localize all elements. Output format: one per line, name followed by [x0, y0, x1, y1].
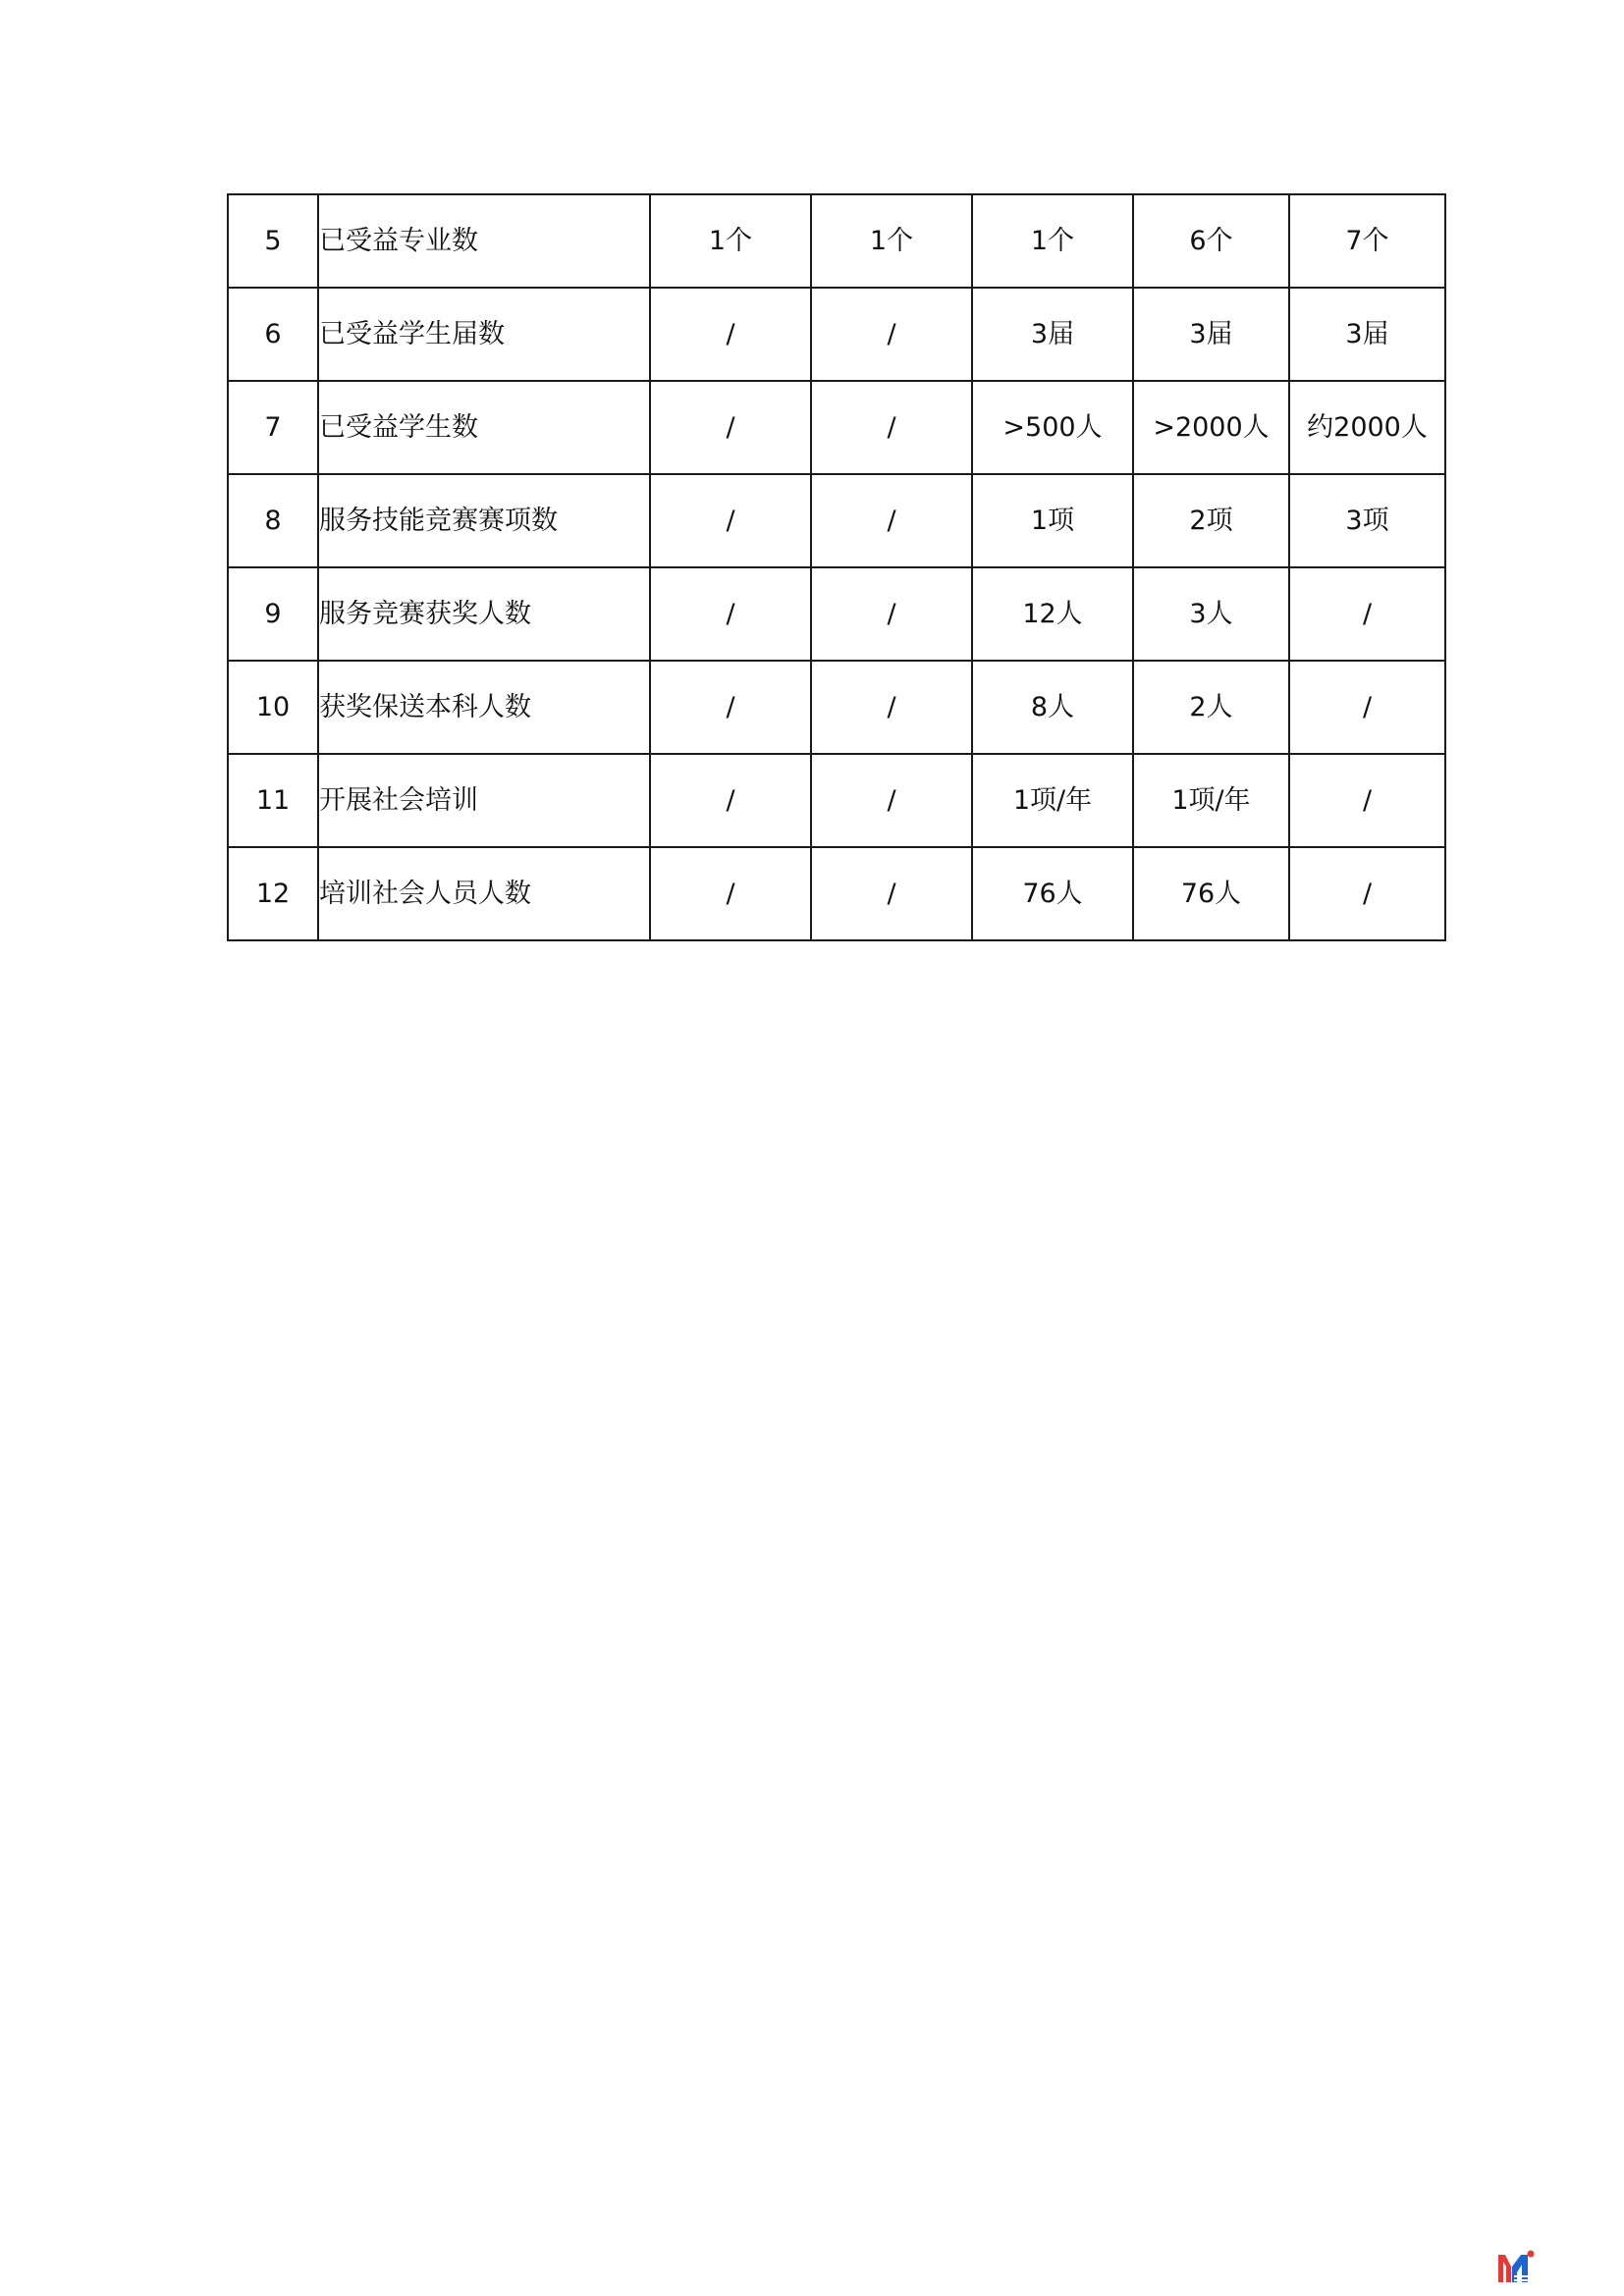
table-row — [228, 381, 1445, 474]
value-cell: / — [811, 381, 972, 474]
row-number-cell: 12 — [228, 847, 318, 940]
table-body — [228, 194, 1445, 940]
value-cell: / — [650, 381, 811, 474]
item-name-cell: 服务竞赛获奖人数 — [318, 567, 650, 661]
item-name-cell: 已受益学生数 — [318, 381, 650, 474]
table-row — [228, 194, 1445, 288]
value-cell: / — [811, 661, 972, 754]
value-cell: / — [650, 754, 811, 847]
row-number-cell: 6 — [228, 288, 318, 381]
value-cell: / — [1289, 567, 1445, 661]
table-row — [228, 288, 1445, 381]
row-number-cell: 10 — [228, 661, 318, 754]
value-cell: 1项 — [972, 474, 1133, 567]
value-cell: 1项/年 — [1133, 754, 1289, 847]
value-cell: 76人 — [1133, 847, 1289, 940]
value-cell: / — [811, 567, 972, 661]
value-cell: / — [811, 847, 972, 940]
value-cell: 2项 — [1133, 474, 1289, 567]
value-cell: / — [650, 474, 811, 567]
value-cell: 3届 — [1289, 288, 1445, 381]
value-cell: / — [1289, 661, 1445, 754]
value-cell: 6个 — [1133, 194, 1289, 288]
value-cell: / — [1289, 754, 1445, 847]
value-cell: 8人 — [972, 661, 1133, 754]
item-name-cell: 已受益学生届数 — [318, 288, 650, 381]
item-name-cell: 获奖保送本科人数 — [318, 661, 650, 754]
value-cell: / — [650, 847, 811, 940]
table-row — [228, 754, 1445, 847]
value-cell: 1项/年 — [972, 754, 1133, 847]
value-cell: / — [811, 288, 972, 381]
table-row — [228, 474, 1445, 567]
value-cell: 76人 — [972, 847, 1133, 940]
value-cell: 1个 — [811, 194, 972, 288]
value-cell: 3项 — [1289, 474, 1445, 567]
row-number-cell: 11 — [228, 754, 318, 847]
table-row — [228, 567, 1445, 661]
value-cell: / — [811, 474, 972, 567]
row-number-cell: 5 — [228, 194, 318, 288]
table-row — [228, 661, 1445, 754]
m-logo-icon — [1496, 2249, 1536, 2284]
value-cell: 2人 — [1133, 661, 1289, 754]
data-table — [227, 193, 1446, 941]
table-row — [228, 847, 1445, 940]
item-name-cell: 开展社会培训 — [318, 754, 650, 847]
row-number-cell: 9 — [228, 567, 318, 661]
value-cell: / — [1289, 847, 1445, 940]
value-cell: 1个 — [972, 194, 1133, 288]
item-name-cell: 培训社会人员人数 — [318, 847, 650, 940]
value-cell: >500人 — [972, 381, 1133, 474]
value-cell: 3届 — [972, 288, 1133, 381]
value-cell: 1个 — [650, 194, 811, 288]
value-cell: >2000人 — [1133, 381, 1289, 474]
value-cell: 7个 — [1289, 194, 1445, 288]
row-number-cell: 7 — [228, 381, 318, 474]
row-number-cell: 8 — [228, 474, 318, 567]
value-cell: 约2000人 — [1289, 381, 1445, 474]
item-name-cell: 已受益专业数 — [318, 194, 650, 288]
value-cell: / — [650, 567, 811, 661]
value-cell: 12人 — [972, 567, 1133, 661]
value-cell: / — [650, 661, 811, 754]
value-cell: 3届 — [1133, 288, 1289, 381]
value-cell: 3人 — [1133, 567, 1289, 661]
value-cell: / — [650, 288, 811, 381]
item-name-cell: 服务技能竞赛赛项数 — [318, 474, 650, 567]
value-cell: / — [811, 754, 972, 847]
